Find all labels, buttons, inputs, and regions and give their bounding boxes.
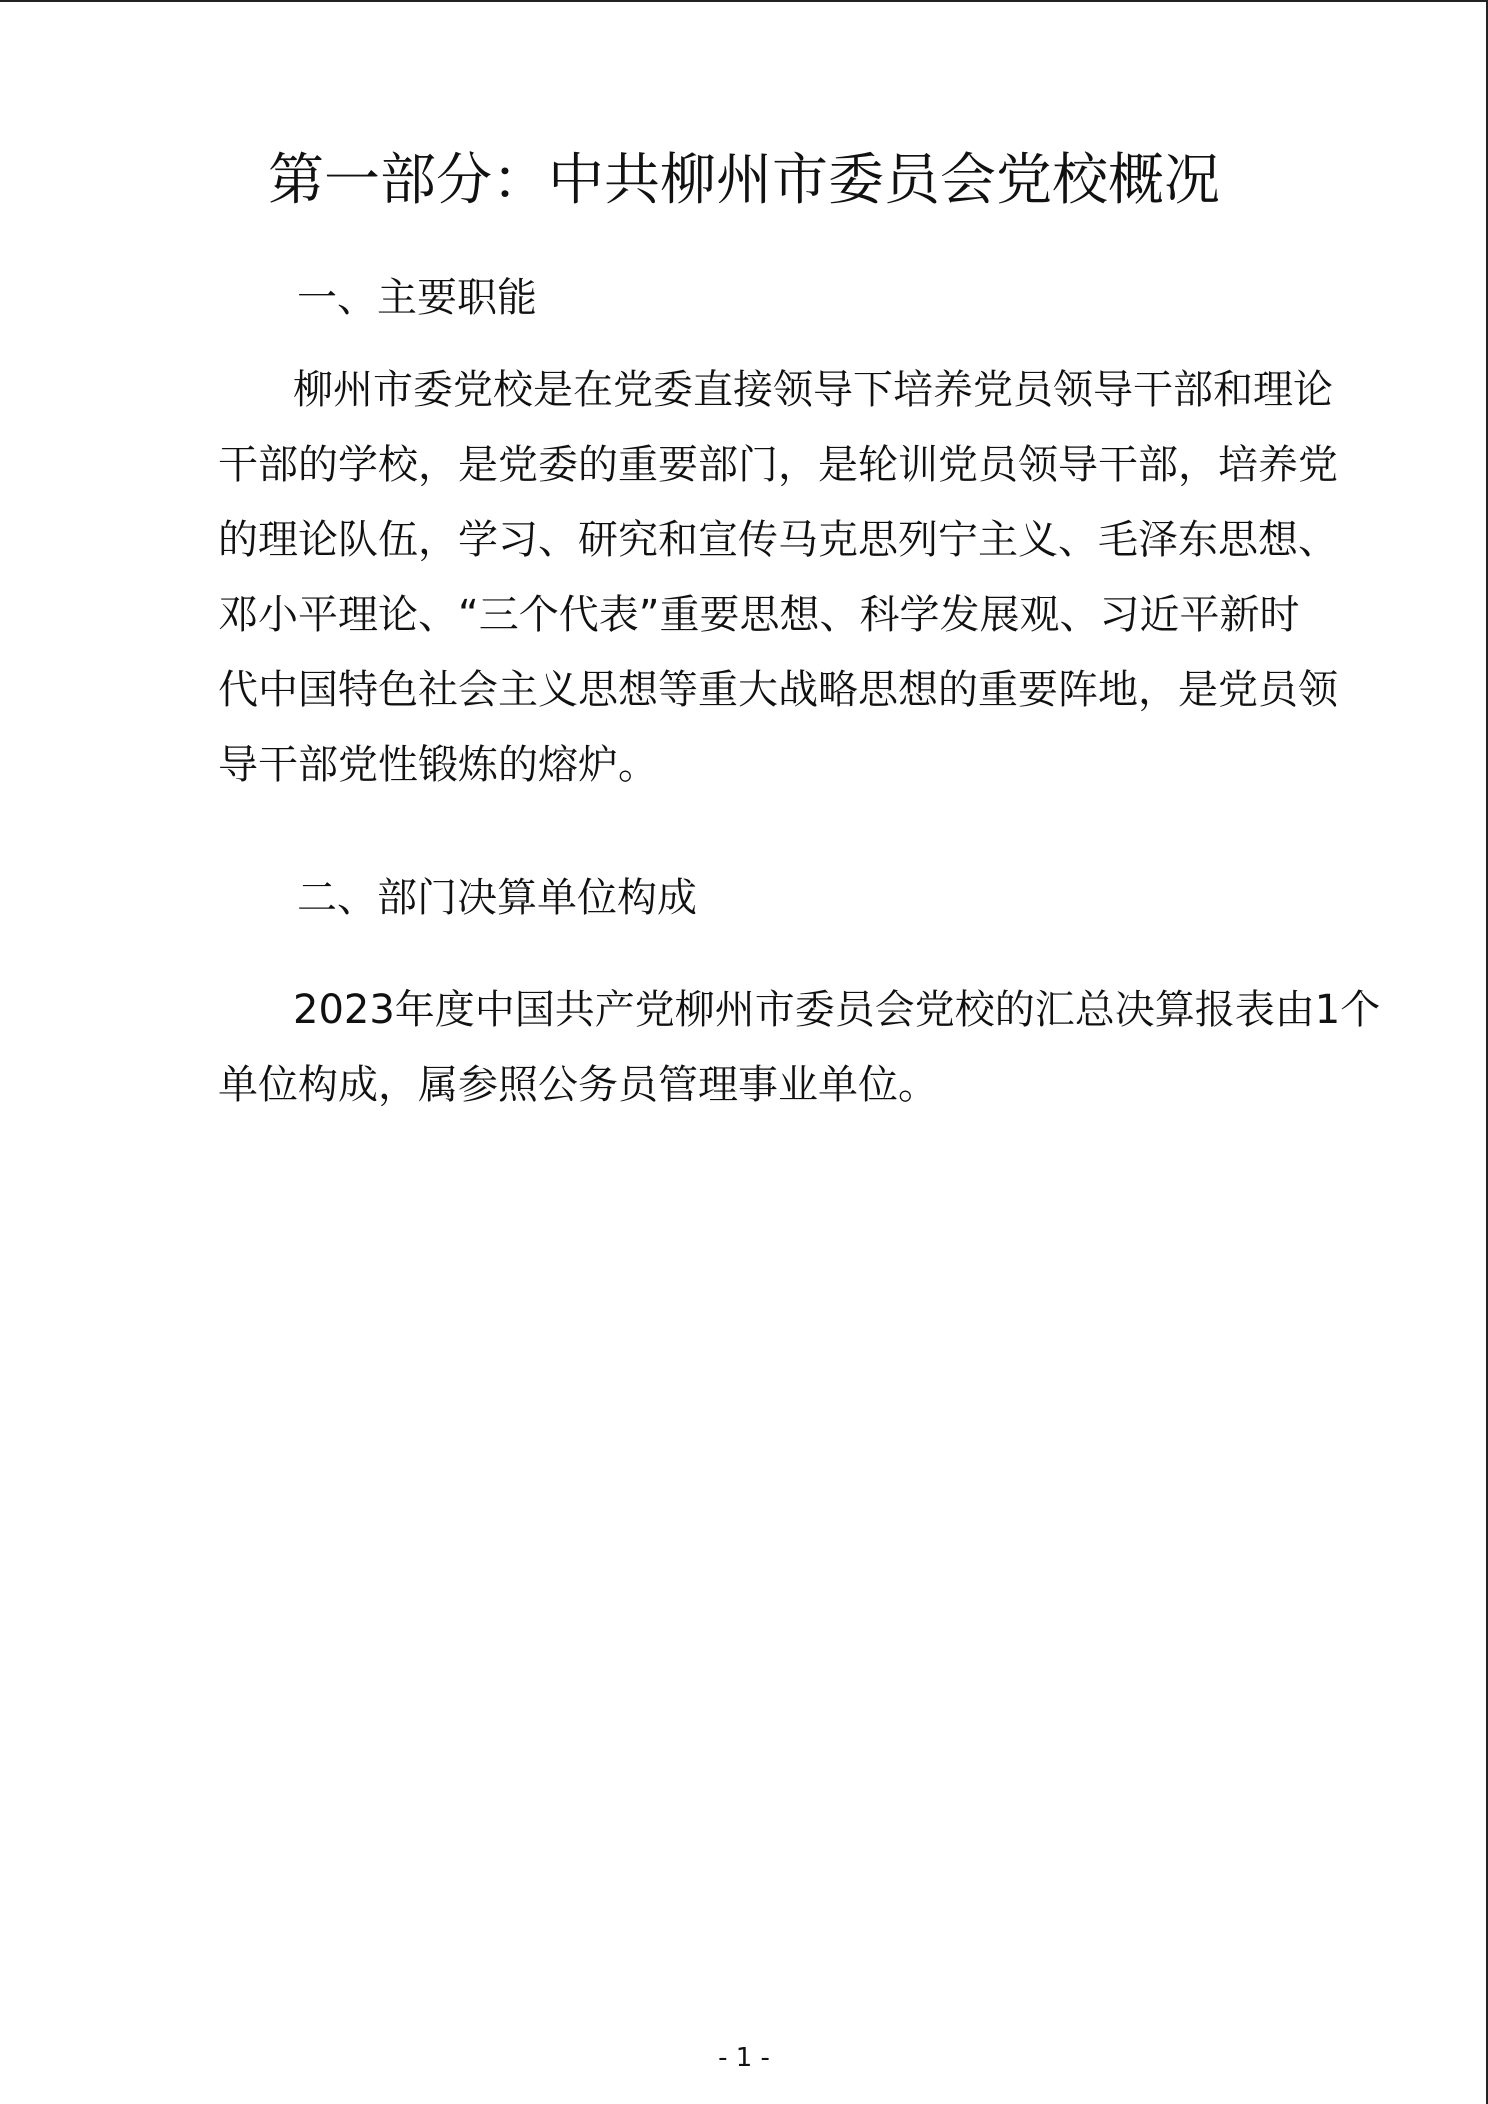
paragraph-line: 单位构成，属参照公务员管理事业单位。	[218, 1062, 938, 1108]
paragraph-line: 邓小平理论、“三个代表”重要思想、科学发展观、习近平新时	[218, 592, 1300, 638]
paragraph-line: 柳州市委党校是在党委直接领导下培养党员领导干部和理论	[293, 367, 1333, 413]
document-title: 第一部分：中共柳州市委员会党校概况	[268, 148, 1220, 213]
section-heading-main-functions: 一、主要职能	[297, 275, 537, 321]
paragraph-line: 2023年度中国共产党柳州市委员会党校的汇总决算报表由1个	[293, 987, 1381, 1033]
page-number: - 1 -	[718, 2043, 770, 2073]
paragraph-line: 的理论队伍，学习、研究和宣传马克思列宁主义、毛泽东思想、	[218, 517, 1338, 563]
paragraph-line: 导干部党性锻炼的熔炉。	[218, 742, 658, 788]
paragraph-line: 干部的学校，是党委的重要部门，是轮训党员领导干部，培养党	[218, 442, 1338, 488]
section-heading-unit-composition: 二、部门决算单位构成	[297, 875, 697, 921]
paragraph-line: 代中国特色社会主义思想等重大战略思想的重要阵地，是党员领	[218, 667, 1338, 713]
